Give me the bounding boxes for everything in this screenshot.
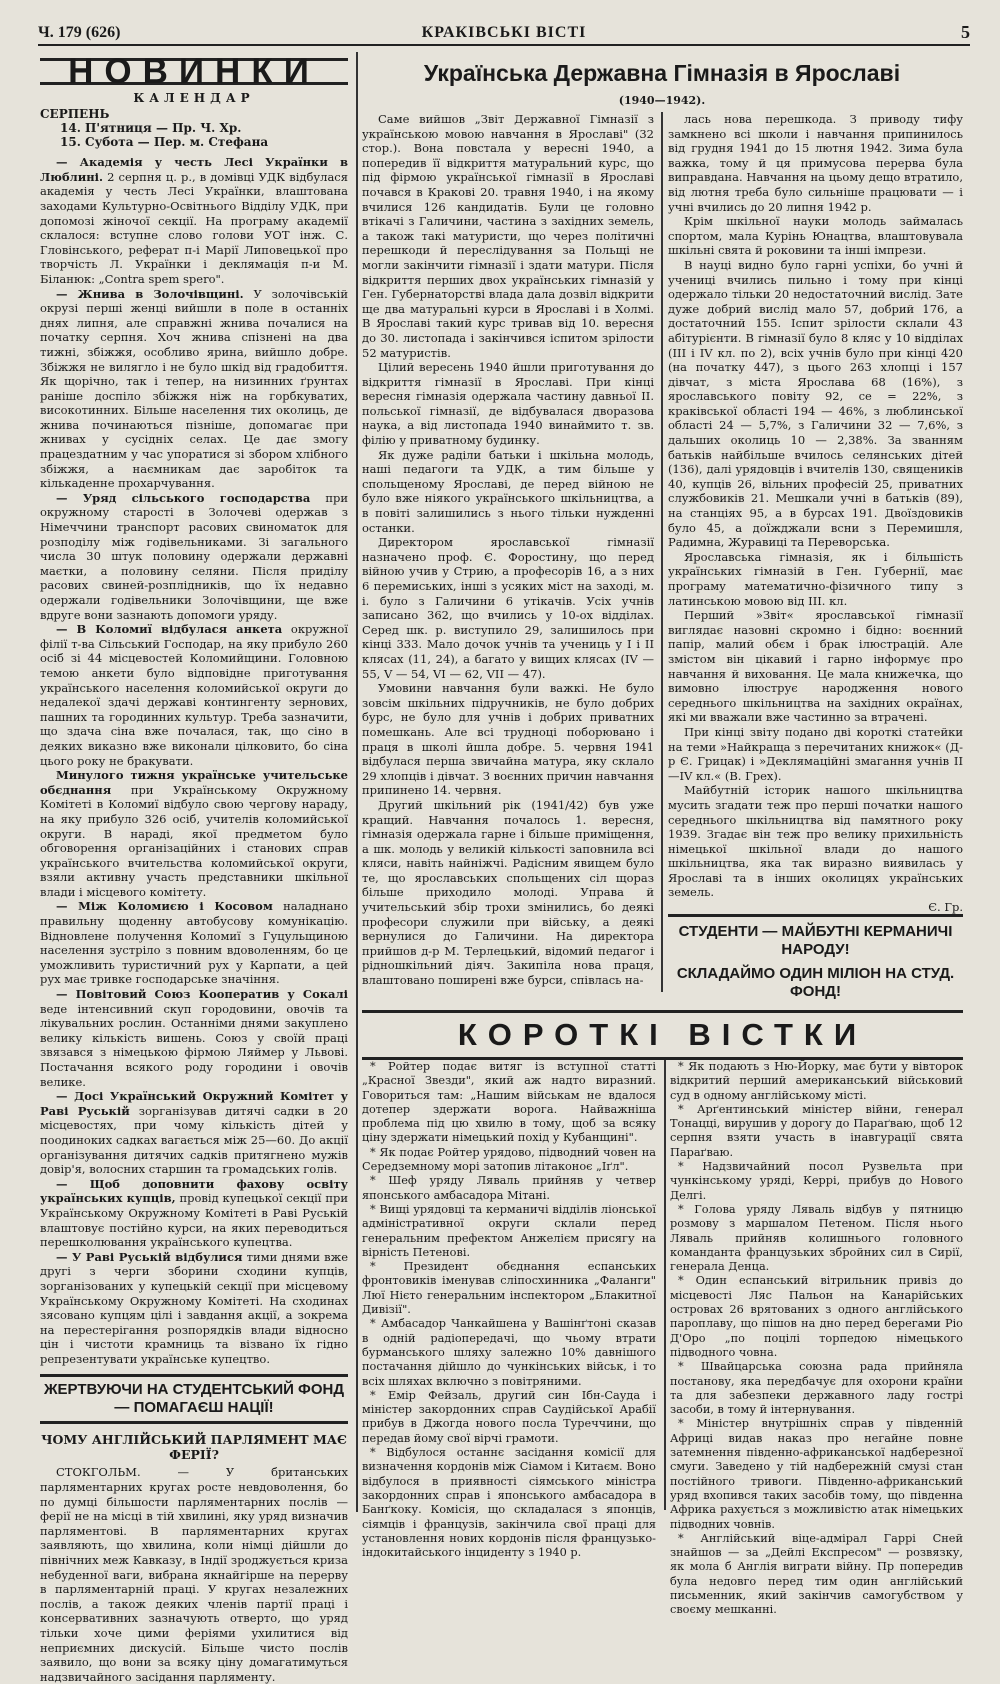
news-text: наладнано правильну щоденну автобусову комунікацію. Відновлене получення Коломиї з Гуцульщиною населення зустріло з повним вдоволенням, бо це уможливить туристичний рух у Карпати, а цей рух має тривке господарське значіння.: [40, 899, 348, 987]
gymnasium-article-years: (1940—1942).: [618, 94, 706, 107]
news-headline: — Уряд сільського господарства: [56, 490, 311, 505]
page-number: 5: [961, 22, 970, 42]
short-news-item: * Вищі урядовці та керманичі відділів ліонської адміністративної округи склали перед генеральним префектом Анжелієм присягу на вірність Петенові.: [362, 1202, 656, 1259]
calendar-day: 15. Субота — Пер. м. Стефана: [60, 135, 269, 150]
gymnasium-article-title: Українська Державна Гімназія в Ярославі: [423, 60, 901, 86]
short-news-item: * Ройтер подає витяг із вступної статті „Красної Звезди", який аж надто виразний. Говориться там: „Нашим військам не вдалося дотепер здержати ворога. Найважніша проблема під цю хвилю в тому, щоб за всяку ціну здержати німецький похід у Кубанщині".: [362, 1060, 656, 1145]
news-column: [40, 52, 349, 1684]
appeal-line: СКЛАДАЙМО ОДИН МІЛІОН НА СТУД. ФОНД!: [676, 965, 955, 1000]
paragraph: Цілий вересень 1940 йшли приготування до відкриття гімназії в Ярославі. При кінці вересня гімназія одержала частину давньої II. польської гімназії, де відбувалася дворазова наука, а від листопада 1940 винаймито т. зв. філію у приватному будинку.: [362, 360, 654, 448]
paragraph: Майбутній історик нашого шкільництва мусить згадати теж про перші початки нашого середнього шкільництва від памятного року 1939. Згадає він теж про велику прихильність німецької шкільної влади до нашого шкільництва, яка так виразно виявилась у Ярославі та в інших околицях українських земель.: [668, 783, 963, 900]
paragraph: лась нова перешкода. З приводу тифу замкнено всі школи і навчання припинилось від грудня 1941 до 15 лютня 1942. Зима була важка, тому й ця примусова перерва була виправдана. Навчання на цьому дещо втратило, від лютня треба було сильніше працювати — і учні вчились до 20 липня 1942 р.: [668, 112, 963, 214]
news-item: [40, 622, 348, 768]
short-news-item: * Надзвичайний посол Рузвельта при чункінському уряді, Керрі, прибув до Нового Делгі.: [670, 1160, 963, 1202]
short-news-item: * Швайцарська союзна рада прийняла постанову, яка передбачує для охорони країни та для забезпеки державного ладу гострі засоби, в тому й інтернування.: [670, 1360, 963, 1417]
author-signature: Є. Гр.: [928, 900, 963, 915]
news-item: [40, 155, 348, 286]
short-news-title: КОРОТКІ ВІСТКИ: [362, 1010, 963, 1060]
news-headline: — У Раві Руській відбулися: [56, 1249, 243, 1264]
short-news-item: * Міністер внутрішніх справ у південній Африці видав наказ про негайне повне затемнення південно-африканської надберезної смуги. Заведено у тій надбережній смузі стан постійного тривоги. Південно-африканський уряд вхопився таких засобів тому, що південна Африка рахується з можливістю атак німецьких підводних човнів.: [670, 1417, 963, 1531]
short-news-col1: [362, 1060, 656, 1560]
news-headline: — Досі Український Окружний Комітет у Раві Руській: [40, 1089, 348, 1118]
calendar-heading: КАЛЕНДАР: [133, 90, 255, 105]
calendar: [40, 107, 348, 149]
issue-number: Ч. 179 (626): [38, 24, 121, 41]
short-news-item: * Емір Фейзаль, другий син Ібн-Сауда і міністер закордонних справ Саудійської Арабії прибув в Джогда нового посла Туреччини, що передав йому свої вірчі грамоти.: [362, 1388, 656, 1445]
news-headline: — Жнива в Золочівщині.: [56, 286, 244, 301]
short-news-item: * Арґентинський міністер війни, генерал Тонацці, вирушив у дорогу до Параґваю, щоб 12 серпня взяти участь в інавгурації свята Параґваю.: [670, 1102, 963, 1159]
news-text: при Українському Окружному Комітеті в Коломиї відбуло свою чергову нараду, на яку прибуло 326 осіб, учителів коломийської округи. В нараді, якої предметом було обговорення організаційних і станових справ українського вчительства коломийської округи, взяли активну участь представники шкільної влади і місцевого комітету.: [40, 782, 348, 899]
newspaper-name: КРАКІВСЬКІ ВІСТІ: [421, 24, 587, 41]
column-rule: [664, 1060, 666, 1510]
news-text: окружної філії т-ва Сільський Господар, на яку прибуло 260 осіб зі 44 місцевостей Коломийщини. Головною темою анкети було відповідне приготування українського населення коломийської округи до недалекої здачі державі контингенту зернових, пашних та городинних культур. Треба зазначити, що здача сіна вже почалася, так, що сіно в деяких виказно вже виконали цілковито, бо сіна цього року не бракувати.: [40, 622, 349, 768]
column-rule: [356, 52, 358, 1512]
news-item: [40, 987, 348, 1089]
paragraph: В науці видно було гарні успіхи, бо учні й учениці вчились пильно і тому при кінці одержало тільки 20 недостаточний вислід. Зате дуже добрий вислід мало 57, добрий 176, а достаточний 155. Іспит зрілости склали 43 абітурієнти. В гімназії було 8 кляс у 10 відділах (III і IV кл. по 2), всіх учнів було при кінці 420 (на початку 447), з цього 263 хлопці і 157 дівчат, з міста Ярослава 68 (16%), з ярославського повіту 92, се = 22%, з краківської області 194 — 46%, з люблинської області 24 — 5,7%, з Галичини 32 — 7,6%, з дальших околиць 10 — 2,38%. За званням батьків найбільше вчилось селянських дітей (136), далі урядовців і вчителів 130, священиків 40, купців 26, вільних професій 25, приватних службовиків 21. Мешкали учні в батьків (89), на станціях 95, а в бурсах 191. Двоїздовиків було 45, а доїжджали всни з Перемишля, Радимна, Журавиці та Переворська.: [668, 257, 963, 550]
news-item: [40, 1089, 348, 1177]
short-news-item: * Голова уряду Ляваль відбув у пятницю розмову з маршалом Петеном. Після нього Ляваль прийняв колишнього головного команданта французьких збройних сил в Сирії, генерала Денца.: [670, 1202, 963, 1274]
appeal-line: СТУДЕНТИ — МАЙБУТНІ КЕРМАНИЧІ НАРОДУ!: [678, 923, 953, 958]
paragraph: Саме вийшов „Звіт Державної Гімназії з українською мовою навчання в Ярославі" (32 стор.). Вона повстала у вересні 1940, а попередив її відкриття матуральний курс, що під фірмою української гімназії в Ярославі почався в Кракові 20. травня 1940, і на якому вчилися 126 кандидатів. Були це головно втікачі з Галичини, частина з західних земель, а також такі матуристи, що через політичні перешкоди й переслідування за Польщі не могли закінчити гімназії і здати матури. Після відкриття перших двох українських гімназій у Ген. Губернаторстві влада дала дозвіл відкрити ще два матуральні курси в Ярославі і в Холмі. В Ярославі такий курс тривав від 10. вересня до 30. листопада і закінчився іспитом зрілости 52 матуристів.: [362, 112, 654, 360]
paragraph: Як дуже раділи батьки і шкільна молодь, наші педагоги та УДК, а тим більше у спольщеному Ярославі, де перед війною не було вже ніякого українського шкільництва, а в повіті залишились з нього тільки нужденні останки.: [362, 447, 654, 535]
short-news-item: * Як подають з Ню-Йорку, має бути у вівторок відкритий перший американський військовий суд в одному англійському місті.: [670, 1060, 963, 1102]
news-headline: — В Коломиї відбулася анкета: [56, 622, 283, 637]
short-news-col2: [670, 1060, 963, 1618]
news-text: провід купецької секції при Українському Окружному Комітеті в Раві Руській влаштовує постійно курси, на яких переводиться перешколювання українського купецтва.: [40, 1191, 349, 1250]
news-headline: — Між Коломиєю і Косовом: [56, 899, 273, 914]
section-title: НОВИНКИ: [40, 58, 348, 85]
short-news-item: * Один еспанський вітрильник привіз до місцевості Ляс Пальон на Канарійських островах 26 врятованих з одного англійського пароплаву, що пішов на дно перед берегами Ріо Д'Оро „по поцілі торпедою німецького підводного човна.: [670, 1274, 963, 1359]
news-headline: Минулого тижня українське учительське обєднання: [40, 768, 348, 797]
paragraph: Умовини навчання були важкі. Не було зовсім шкільних підручників, не було добрих бурс, не було для учнів і добрих приватних помешкань. Але всі трудноці поборювано і праця в школі йшла добре. 5. червня 1941 відбулася перша звичайна матура, яку склало 29 хлопців і дівчат. З воєнних причин навчання припинено 14. червня.: [362, 681, 654, 798]
fund-appeal-box: ЖЕРТВУЮЧИ НА СТУДЕНТСЬКИЙ ФОНД — ПОМАГАЄШ НАЦІЇ!: [40, 1374, 348, 1424]
news-item: [40, 287, 348, 491]
calendar-month: СЕРПЕНЬ: [40, 107, 110, 122]
paragraph: Директором ярославської гімназії назначено проф. Є. Форостину, що перед війною учив у Стрию, а професорів 16, а з них 6 перемиських, інші з усяких міст на заході, м. і. було з Галичини 6 утікачів. Усіх учнів записано 362, що вчились у 10-ох відділах. Серед шк. р. виступило 29, залишилось при кінці 333. Мало дочок учнів та учениць у I і II клясах (11, 24), а багато у вищих клясах (IV — 55, V — 54, VI — 62, VII — 47).: [362, 535, 654, 681]
news-text: тими днями вже другі з черги зборини сходини купців, зорганізованих у купецькій секції при місцевому Українському Окружному Комітеті. На сходинах зясовано купцям цілі і завдання акції, а зокрема на перестерігання розпорядків влади відносно цін і чистоти крамниць та візвано їх гідно репрезентувати українське купецтво.: [40, 1249, 348, 1366]
paragraph: Крім шкільної науки молодь займалась спортом, мала Курінь Юнацтва, влаштовувала шкільні свята й роковини та інші імпрези.: [668, 214, 963, 258]
paragraph: Перший »Звіт« ярославської гімназії виглядає назовні скромно і бідно: воєнний папір, малий обєм і брак ілюстрацій. Але змістом він цікавий і гарно інформує про навчання й виховання. Це мала книжечка, що вимовно ілюструє народження нового середнього шкільництва на західних окраїнах, які ми вважали вже частинно за втрачені.: [668, 608, 963, 725]
news-headline: — Щоб доповнити фахову освіту українських купців,: [40, 1176, 348, 1206]
page-header: [38, 22, 970, 46]
gymnasium-article-col1: [362, 112, 654, 988]
news-headline: — Повітовий Союз Кооператив у Сокалі: [56, 987, 348, 1002]
column-rule: [661, 112, 663, 992]
news-text: при окружному старості в Золочеві одержав з Німеччини транспорт расових свиноматок для розподілу між годівельниками. Зі загального числа 30 штук половину одержали державні маєтки, а половину селяни. Після приділу расових свиней-розплідників, що їх недавно одержали годівельники Золочівщини, ще вже вдруге вони зазнають допомоги уряду.: [40, 490, 349, 622]
paragraph: При кінці звіту подано дві короткі статейки на теми »Найкраща з перечитаних книжок« (Д-р Є. Грицак) і »Деклямаційні змагання учнів II—IV кл.« (В. Грех).: [668, 724, 963, 783]
news-item: [40, 1177, 348, 1250]
news-text: У золочівській окрузі перші женці вийшли в поле в останніх днях липня, але справжні жнива почалися на початку серпня. Хоч жнива спізнені на два тижні, збіжжя, особливо ярина, вийшло добре. Збіжжя не вилягло і не було шкід від градобиття. Як щорічно, так і тепер, на низинних ґрунтах раніше доспіло збіжжя ніж на горбкуватих, високотинних. Більше населення тих околиць, де жнива починаються пізніше, допомагає при жнивах у сусідніх селах. Це дає змогу працездатним у час упоратися зі збором хлібного збіжжя, а наємникам дає заробіток та кількаденне прохарчування.: [40, 286, 349, 491]
news-item: [40, 768, 348, 899]
news-item: [40, 1250, 348, 1367]
news-item: [40, 491, 348, 622]
news-text: зорганізував дитячі садки в 20 місцевостях, при чому кількість дітей у поодиноких садках вагається між 25—60. До акції організування дитячих садків притягнено мужів довір'я, волосних старшин та громадських голів.: [40, 1103, 349, 1177]
short-news-item: * Як подає Ройтер урядово, підводний човен на Середземному морі затопив літаконоє „Іґл".: [362, 1145, 656, 1174]
article-text: СТОКГОЛЬМ. — У британських парляментарних кругах росте невдоволення, бо по думці більшости парляментарних послів — ферії не на місці в тій хвилині, яку уряд визначив парляментові. В парляментарних кругах заявляють, що хвилина, коли німці дійшли до північних меж Кавказу, в Індії зроджується криза небуденної ваги, вибрана якнайгірше на перерву в парляментарній праці. У кругах незалежних послів, а також деяких членів партії праці і консервативних зазначують отверто, що уряд тільки хоче цими феріями ухилитися від неприємних дискусій. Більше чисто послів заявило, що вони за всяку ціну домагатимуться надзвичайного засідання парляменту.: [40, 1465, 348, 1684]
news-headline: — Академія у честь Лесі Українки в Люблині.: [40, 155, 348, 184]
calendar-day: 14. П'ятниця — Пр. Ч. Хр.: [60, 121, 242, 136]
article-title: ЧОМУ АНГЛІЙСЬКИЙ ПАРЛЯМЕНТ МАЄ ФЕРІЇ?: [41, 1432, 347, 1463]
news-text: 2 серпня ц. р., в домівці УДК відбулася академія у честь Лесі Українки, влаштована заходами Культурно-Освітнього Відділу УДК, при допомозі жіночої секції. На програму академії склалося: вступне слово голови УОТ інж. С. Гловінського, реферат п-і Марії Липовецької про творчість Л. Українки і деклямація п-и М. Біланюк: „Contra spem spero".: [40, 169, 349, 286]
news-text: веде інтенсивний скуп городовини, овочів та лікувальних рослин. Останніми днями закуплено велику кількість вишень. Союз у своїй праці звязався з німецькою фірмою Ляймер у Львові. Постачання всякого роду городини і овочів велике.: [40, 1001, 348, 1089]
news-item: [40, 899, 348, 987]
short-news-item: * Амбасадор Чанкайшена у Вашінґтоні сказав в одній радіопередачі, що чьому втрати бурманського шляху залежно 10% давнішого постачання дійшло до чункінських військ, і то всіх шляхах включно з повітряними.: [362, 1317, 656, 1388]
paragraph: Ярославська гімназія, як і більшість українських гімназій в Ген. Губернії, має програму математично-фізичного типу з латинською мовою від III. кл.: [668, 549, 963, 608]
short-news-item: * Президент обєднання еспанських фронтовиків іменував сліпосхинника „Фаланги" Люї Нієто генеральним інспектором „Блакитної Дивізії".: [362, 1260, 656, 1317]
short-news-item: * Шеф уряду Ляваль прийняв у четвер японського амбасадора Мітані.: [362, 1174, 656, 1202]
gymnasium-article-col2: [668, 112, 963, 915]
paragraph: Другий шкільний рік (1941/42) був уже кращий. Навчання почалось 1. вересня, гімназія одержала гарне і більше приміщення, а шк. молодь у великій кількості заповнила всі кляси, навіть найніжчі. Радісним явищем було те, що ярославських спольщених сіл щораз більше приходило молоді. Управа й учительський збір трохи змінились, бо деякі професори служили при війську, а деякі вернулися до Галичини. На директора прийшов д-р М. Терлецький, відомий педагог і рідношкільний діяч. Закипіла нова праця, влаштовано поширені вже бурси, співлась на-: [362, 797, 654, 988]
short-news-item: * Англійський віце-адмірал Гаррі Сней знайшов — за „Дейлі Експресом" — розвязку, як мола б Англія виграти війну. Пр попередив була недовго перед тим один англійський письменник, який закінчив самогубством у своєму мешканні.: [670, 1531, 963, 1617]
short-news-item: * Відбулося останнє засідання комісії для визначення кордонів між Сіамом і Китаєм. Воно відбулося в приявності сіямського міністра закордонних справ і японського амбасадора в Банґкоку. Комісія, що складалася з японців, сіямців і французів, закінчила свої праці для установлення нових кордонів після французько-індокитайського інциденту з 1940 р.: [362, 1446, 656, 1560]
student-appeal: [668, 914, 963, 1001]
